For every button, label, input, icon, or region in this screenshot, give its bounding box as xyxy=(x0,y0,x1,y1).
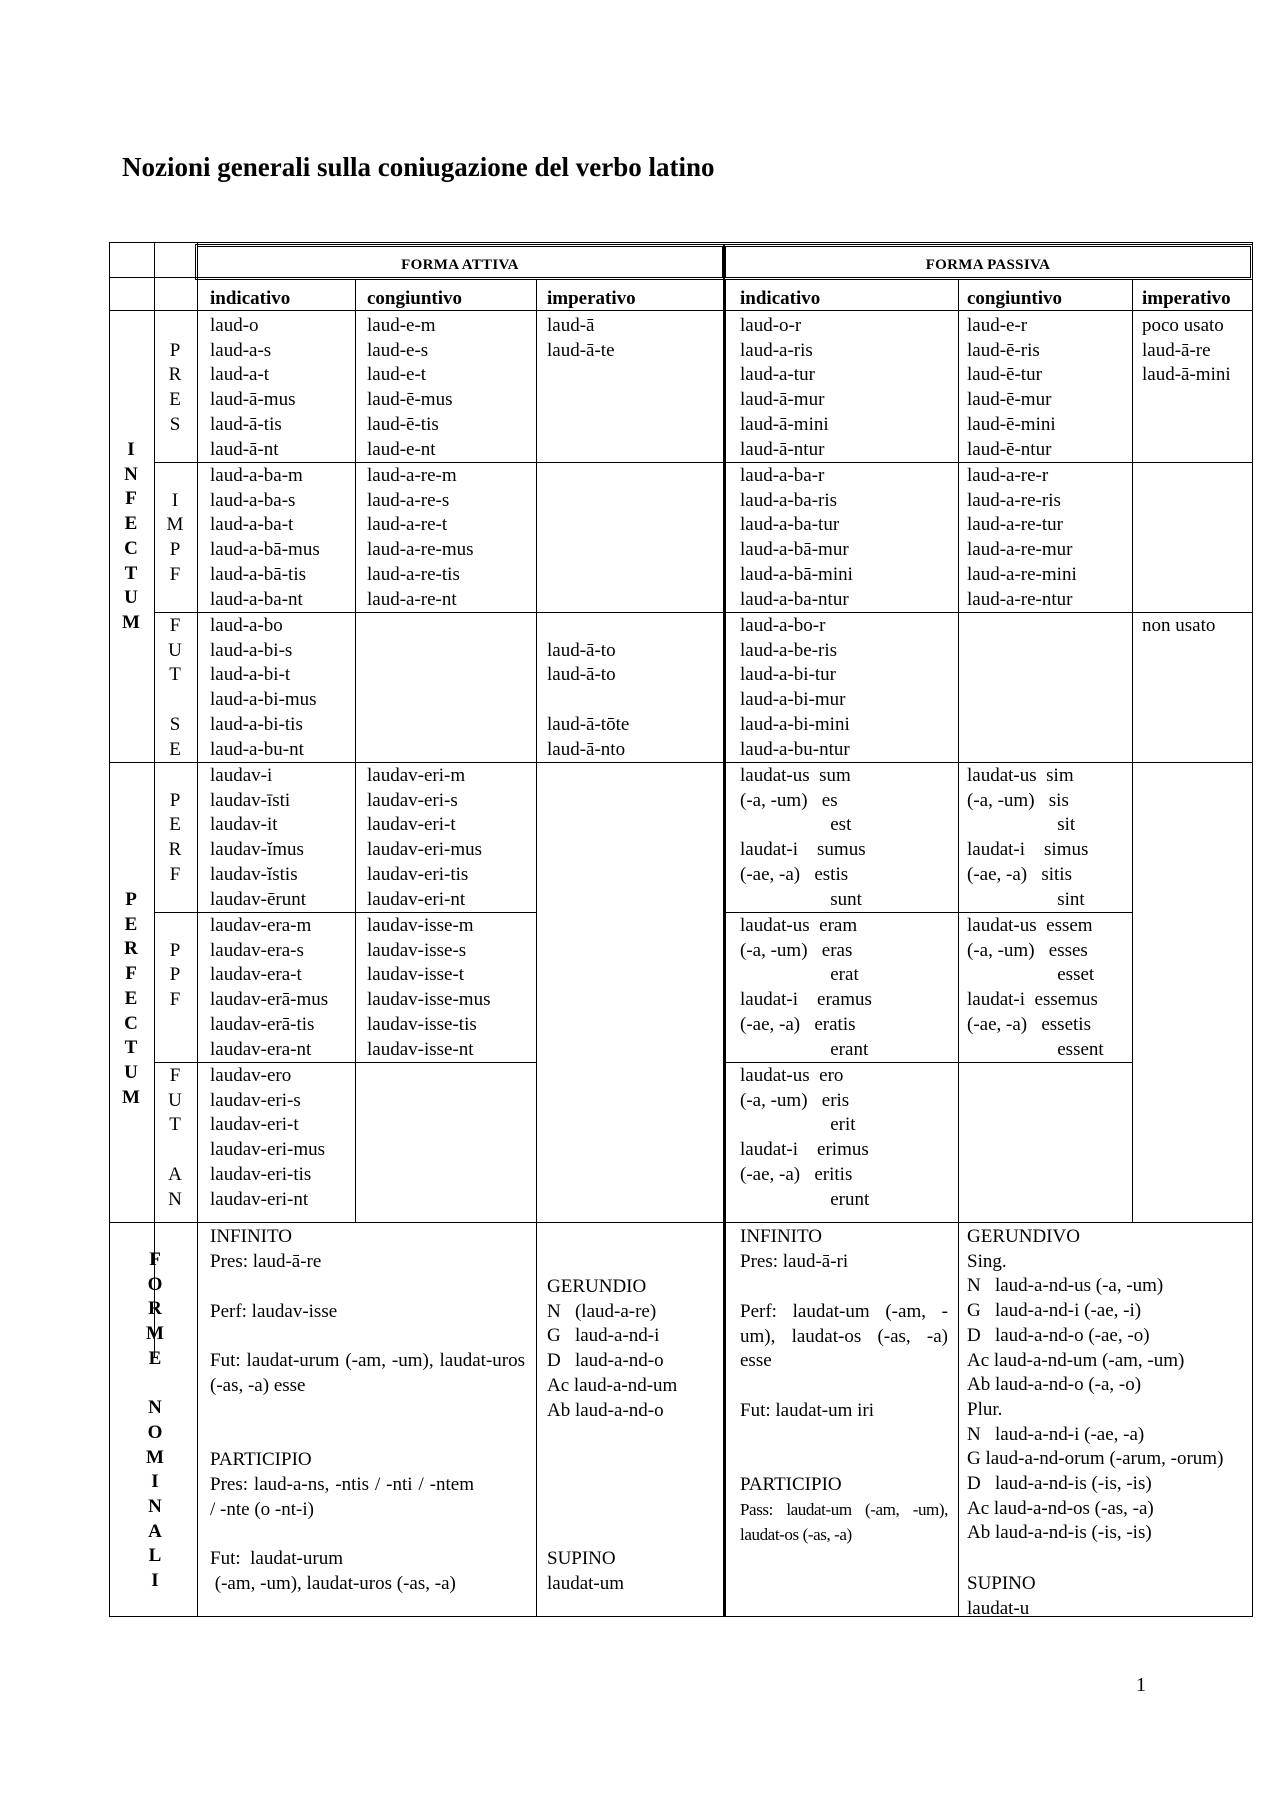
nom-att-participio-pres: Pres: laud-a-ns, -ntis / -nti / -ntem / -nte (o -nt-i) xyxy=(210,1474,474,1520)
grid-line xyxy=(723,280,726,1617)
nom-att-participio-title: PARTICIPIO xyxy=(210,1449,312,1470)
futs-pas-indicativo: laud-a-bo-r laud-a-be-ris laud-a-bi-tur laud-a-bi-mur laud-a-bi-mini laud-a-bu-ntur xyxy=(740,615,850,760)
forma-attiva-label: FORMA ATTIVA xyxy=(401,257,519,273)
header-att-imperativo: imperativo xyxy=(547,288,636,309)
impf-pas-congiuntivo: laud-a-re-r laud-a-re-ris laud-a-re-tur laud-a-re-mur laud-a-re-mini laud-a-re-ntur xyxy=(967,465,1077,610)
nom-pas-infinito-fut: Fut: laudat-um iri xyxy=(740,1400,875,1421)
tense-label-piuccheperfetto: P P F xyxy=(169,939,181,1011)
header-att-congiuntivo: congiuntivo xyxy=(367,288,463,309)
nom-gerundivo: GERUNDIVO Sing. N laud-a-nd-us (-a, -um) G laud-a-nd-i (-ae, -i) D laud-a-nd-o (-ae, -o) Ac laud-a-nd-um (-am, -um) Ab laud-a-nd-o (-a, -o) Plur. N laud-a-nd-i (-ae, -a) G laud-a-nd-orum (-arum, -orum) D laud-a-nd-is (-is, -is) Ac laud-a-nd-os (-as, -a) Ab laud-a-nd-is (-is, -is) xyxy=(967,1226,1224,1544)
pres-pas-congiuntivo: laud-e-r laud-ē-ris laud-ē-tur laud-ē-mur laud-ē-mini laud-ē-ntur xyxy=(967,315,1056,460)
group-label-infectum: I N F E C T U M xyxy=(122,439,140,633)
nom-att-infinito-perf: Perf: laudav-isse xyxy=(210,1301,338,1322)
futan-att-indicativo: laudav-ero laudav-eri-s laudav-eri-t laudav-eri-mus laudav-eri-tis laudav-eri-nt xyxy=(210,1065,326,1210)
nom-supino-passivo: SUPINO laudat-u xyxy=(967,1573,1036,1619)
page-number: 1 xyxy=(1136,1674,1146,1696)
grid-line xyxy=(109,1222,1253,1223)
group-label-perfectum: P E R F E C T U M xyxy=(122,889,140,1108)
ppf-pas-congiuntivo: laudat-us essem (-a, -um) esses esset laudat-i essemus (-ae, -a) essetis essent xyxy=(967,915,1104,1060)
futs-att-indicativo: laud-a-bo laud-a-bi-s laud-a-bi-t laud-a-bi-mus laud-a-bi-tis laud-a-bu-nt xyxy=(210,615,317,760)
group-label-forme-nominali: F O R M E N O M I N A L I xyxy=(146,1249,164,1592)
nom-att-participio-fut: Fut: laudat-urum (-am, -um), laudat-uros (-as, -a) xyxy=(210,1548,456,1594)
nom-pas-participio-title: PARTICIPIO xyxy=(740,1474,842,1495)
ppf-att-congiuntivo: laudav-isse-m laudav-isse-s laudav-isse-t laudav-isse-mus laudav-isse-tis laudav-isse-nt xyxy=(367,915,491,1060)
nom-supino-attivo: SUPINO laudat-um xyxy=(547,1548,625,1594)
futs-att-imperativo: laud-ā-to laud-ā-to laud-ā-tōte laud-ā-nto xyxy=(547,639,630,760)
nom-att-infinito-title: INFINITO xyxy=(210,1226,292,1247)
impf-att-congiuntivo: laud-a-re-m laud-a-re-s laud-a-re-t laud-a-re-mus laud-a-re-tis laud-a-re-nt xyxy=(367,465,474,610)
impf-pas-indicativo: laud-a-ba-r laud-a-ba-ris laud-a-ba-tur laud-a-bā-mur laud-a-bā-mini laud-a-ba-ntur xyxy=(740,465,853,610)
futs-pas-imperativo: non usato xyxy=(1142,615,1216,636)
tense-label-futuro-semplice: F U T S E xyxy=(168,615,182,760)
futan-pas-indicativo: laudat-us ero (-a, -um) eris erit laudat-i erimus (-ae, -a) eritis erunt xyxy=(740,1065,870,1210)
pres-att-imperativo: laud-ā laud-ā-te xyxy=(547,315,615,361)
pres-pas-indicativo: laud-o-r laud-a-ris laud-a-tur laud-ā-mur laud-ā-mini laud-ā-ntur xyxy=(740,315,829,460)
tense-label-imperfetto: I M P F xyxy=(166,489,184,585)
grid-line xyxy=(154,462,1253,463)
perf-att-congiuntivo: laudav-eri-m laudav-eri-s laudav-eri-t laudav-eri-mus laudav-eri-tis laudav-eri-nt xyxy=(367,765,483,910)
pres-att-congiuntivo: laud-e-m laud-e-s laud-e-t laud-ē-mus laud-ē-tis laud-e-nt xyxy=(367,315,453,460)
pres-att-indicativo: laud-o laud-a-s laud-a-t laud-ā-mus laud-ā-tis laud-ā-nt xyxy=(210,315,296,460)
header-pas-imperativo: imperativo xyxy=(1142,288,1231,309)
grid-line xyxy=(958,280,959,1617)
nom-pas-infinito-perf: Perf: laudat-um (-am, -um), laudat-os (-as, -a) esse xyxy=(740,1301,948,1372)
tense-label-futuro-anteriore: F U T A N xyxy=(168,1065,182,1210)
grid-line xyxy=(109,277,197,278)
impf-att-indicativo: laud-a-ba-m laud-a-ba-s laud-a-ba-t laud-a-bā-mus laud-a-bā-tis laud-a-ba-nt xyxy=(210,465,320,610)
nom-pas-infinito-title: INFINITO xyxy=(740,1226,822,1247)
header-pas-congiuntivo: congiuntivo xyxy=(967,288,1063,309)
nom-att-infinito-fut: Fut: laudat-urum (-am, -um), laudat-uros (-as, -a) esse xyxy=(210,1350,525,1396)
forma-passiva-label: FORMA PASSIVA xyxy=(925,257,1051,273)
perf-pas-congiuntivo: laudat-us sim (-a, -um) sis sit laudat-i simus (-ae, -a) sitis sint xyxy=(967,765,1089,910)
header-pas-indicativo: indicativo xyxy=(740,288,821,309)
nom-pas-infinito-pres: Pres: laud-ā-ri xyxy=(740,1251,849,1272)
perf-pas-indicativo: laudat-us sum (-a, -um) es est laudat-i sumus (-ae, -a) estis sunt xyxy=(740,765,866,910)
grid-line xyxy=(355,280,356,1222)
tense-label-perfetto: P E R F xyxy=(168,789,182,885)
nom-gerundio: GERUNDIO N (laud-a-re) G laud-a-nd-i D laud-a-nd-o Ac laud-a-nd-um Ab laud-a-nd-o xyxy=(547,1276,678,1421)
nom-pas-participio-pass: Pass: laudat-um (-am, -um), laudat-os (-as, -a) xyxy=(740,1500,948,1544)
nom-att-infinito-pres: Pres: laud-ā-re xyxy=(210,1251,322,1272)
grid-line xyxy=(197,242,198,1617)
grid-line xyxy=(154,242,155,1358)
pres-pas-imperativo: poco usato laud-ā-re laud-ā-mini xyxy=(1142,315,1231,386)
page-title: Nozioni generali sulla coniugazione del verbo latino xyxy=(122,152,715,182)
tense-label-presente: P R E S xyxy=(168,339,182,435)
header-att-indicativo: indicativo xyxy=(210,288,291,309)
ppf-pas-indicativo: laudat-us eram (-a, -um) eras erat laudat-i eramus (-ae, -a) eratis erant xyxy=(740,915,872,1060)
grid-line xyxy=(536,280,537,1617)
perf-att-indicativo: laudav-i laudav-īsti laudav-it laudav-ĭmus laudav-ĭstis laudav-ērunt xyxy=(210,765,307,910)
ppf-att-indicativo: laudav-era-m laudav-era-s laudav-era-t laudav-erā-mus laudav-erā-tis laudav-era-nt xyxy=(210,915,329,1060)
grid-line xyxy=(1132,280,1133,1222)
